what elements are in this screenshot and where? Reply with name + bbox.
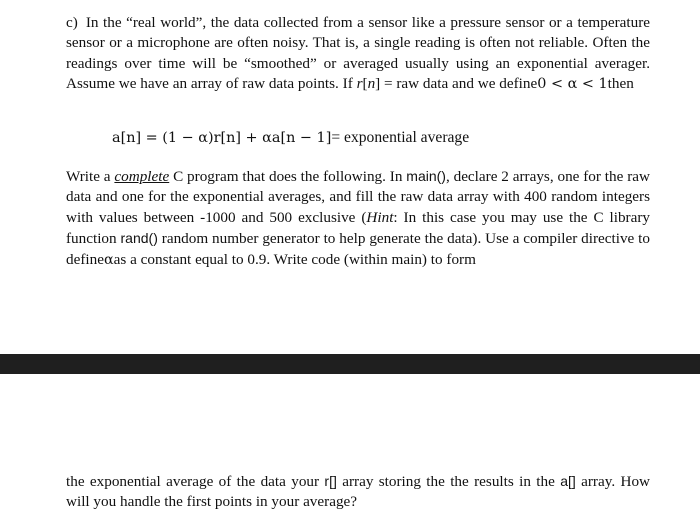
page-divider-bar (0, 354, 700, 374)
task-text-6: as a constant equal to 0.9. Write code (within main) to form (113, 250, 476, 268)
intro-text: In the “real world”, the data collected from a sensor like a pressure sensor or a temperature sensor or a microphone are often noisy. That is, a single reading is often not reliable. Often the readings over time will be “smoothed” or averaged usually using an exponential averager. Assume we have an array of raw data points. If (66, 14, 650, 93)
continuation-text-1: the exponential average of the data your (66, 473, 325, 490)
intro-eq-text: ] = raw data and we define (375, 75, 538, 93)
equation-formula: a[n] = (1 − α)r[n] + αa[n − 1] (112, 130, 332, 146)
question-label: c) (66, 14, 78, 31)
intro-end-text: then (607, 75, 634, 93)
task-text-5: random number generator to help generate the data). Use a compiler directive to define (66, 230, 650, 268)
continuation-text-3: array. How will you handle the first points in your average? (66, 473, 651, 511)
task-text-1: Write a (66, 168, 115, 185)
continuation-text-2: array storing the the results in the (336, 473, 561, 490)
rand-function: rand() (120, 230, 158, 247)
question-intro: c) In the “real world”, the data collected from a sensor like a pressure sensor or a temperature sensor or a microphone are often noisy. That is, a single reading is often not reliable. Often the readings over time will be “smoothed” or averaged usually using an exponential averager. Assume we have an array of raw data points. If r[n] = raw data and we define0 < α < 1then (66, 14, 650, 93)
equation-suffix: = exponential average (331, 129, 470, 146)
task-text-3: , declare 2 arrays, one for the raw data and one for the exponential averages, and fill the raw data array with 400 random integers with values between -1000 and 500 exclusive ( (66, 168, 650, 226)
r-variable: r (356, 75, 363, 93)
exponential-average-equation (112, 128, 469, 148)
r-array: r[] (324, 473, 337, 489)
a-array: a[] (560, 473, 576, 489)
alpha-symbol-1: α (103, 251, 114, 268)
n-variable: n (367, 75, 376, 93)
complete-word: complete (114, 168, 170, 185)
main-function: main() (406, 168, 446, 184)
task-continuation (66, 471, 650, 513)
hint-label: Hint (366, 208, 394, 226)
alpha-range: 0 < α < 1 (537, 76, 608, 93)
task-text-4: : In this case you may use the C library function (66, 208, 650, 248)
task-text-2: C program that does the following. In (169, 168, 407, 185)
task-description (66, 166, 650, 270)
